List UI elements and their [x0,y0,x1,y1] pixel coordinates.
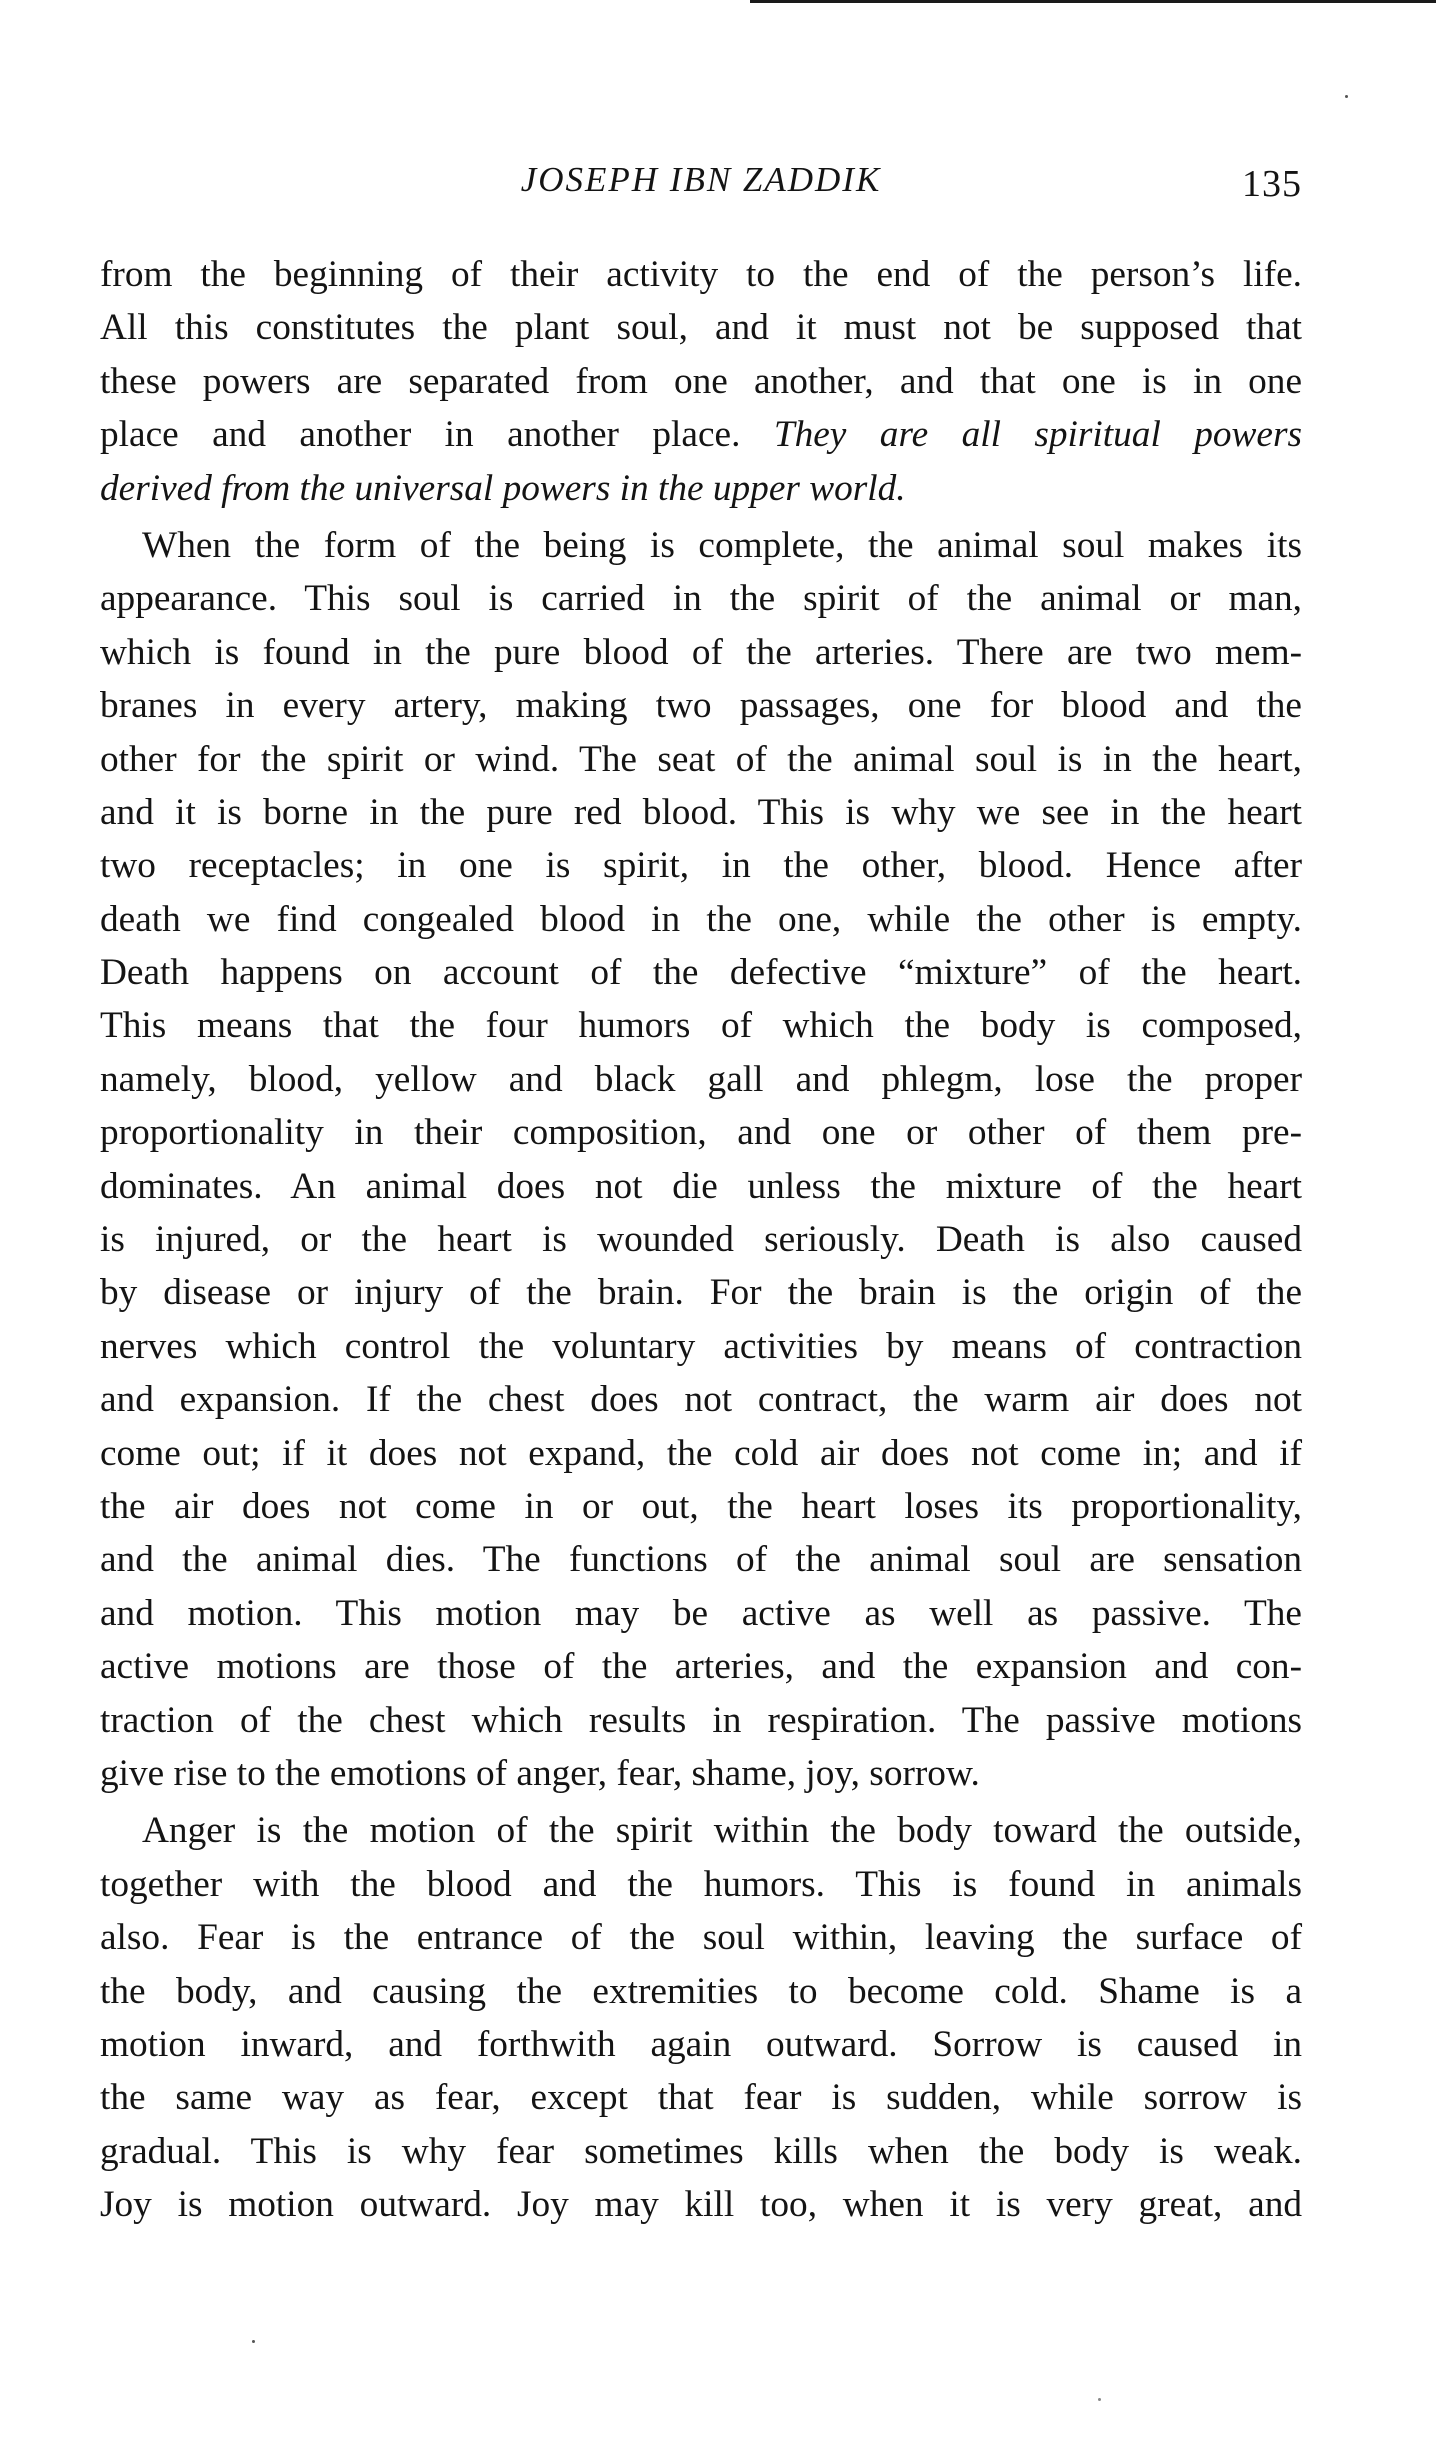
text-line: death we find congealed blood in the one, while the other is empty. [100,898,1302,940]
text-line: from the beginning of their activity to the end of the person’s life. [100,254,1302,295]
text-line: When the form of the being is complete, the animal soul makes its [142,524,1302,566]
paragraph-3 [100,1804,1302,2231]
text-line: and the animal dies. The functions of the animal soul are sensation [100,1539,1302,1581]
text-line: also. Fear is the entrance of the soul within, leaving the surface of [100,1917,1302,1959]
text-line: these powers are separated from one another, and that one is in one [100,360,1302,402]
page-number: 135 [1242,163,1302,205]
text-line: other for the spirit or wind. The seat of the animal soul is in the heart, [100,738,1302,780]
text-line: together with the blood and the humors. This is found in animals [100,1863,1302,1905]
page-header [100,160,1302,210]
text-line: two receptacles; in one is spirit, in the other, blood. Hence after [100,845,1302,887]
text-line: Death happens on account of the defective “mixture” of the heart. [100,952,1302,994]
text-line: proportionality in their composition, and one or other of them pre- [100,1112,1302,1154]
text-line: branes in every artery, making two passages, one for blood and the [100,685,1302,727]
text-segment: place and another in another place. [100,414,741,456]
text-line: gradual. This is why fear sometimes kills when the body is weak. [100,2130,1302,2172]
text-line: by disease or injury of the brain. For the brain is the origin of the [100,1272,1302,1314]
text-line: motion inward, and forthwith again outward. Sorrow is caused in [100,2023,1302,2065]
paper-speck [252,2340,255,2343]
top-edge-rule [750,0,1436,3]
paper-speck [1345,95,1348,98]
text-line: give rise to the emotions of anger, fear, shame, joy, sorrow. [100,1752,980,1794]
text-line-mixed [100,408,1302,461]
italic-segment: They are all spiritual powers [773,414,1303,456]
text-line: and it is borne in the pure red blood. This is why we see in the heart [100,791,1302,833]
italic-line: derived from the universal powers in the upper world. [100,467,906,509]
text-line: the same way as fear, except that fear is sudden, while sorrow is [100,2077,1302,2119]
text-line: Joy is motion outward. Joy may kill too, when it is very great, and [100,2184,1302,2226]
text-line: the air does not come in or out, the heart loses its proportionality, [100,1485,1302,1527]
paragraph-2 [100,519,1302,1800]
running-title: JOSEPH IBN ZADDIK [520,160,882,199]
text-line: traction of the chest which results in respiration. The passive motions [100,1699,1302,1741]
text-line: which is found in the pure blood of the arteries. There are two mem- [100,631,1302,673]
text-line: come out; if it does not expand, the cold air does not come in; and if [100,1432,1302,1474]
text-line: and motion. This motion may be active as well as passive. The [100,1592,1302,1634]
paragraph-1 [100,248,1302,515]
text-line: appearance. This soul is carried in the spirit of the animal or man, [100,578,1302,620]
text-line: Anger is the motion of the spirit within the body toward the outside, [142,1810,1302,1852]
text-line: active motions are those of the arteries, and the expansion and con- [100,1646,1302,1688]
text-line: All this constitutes the plant soul, and it must not be supposed that [100,307,1302,349]
text-line: is injured, or the heart is wounded seriously. Death is also caused [100,1219,1302,1261]
text-line: the body, and causing the extremities to become cold. Shame is a [100,1970,1302,2012]
text-line: nerves which control the voluntary activities by means of contraction [100,1325,1302,1367]
body-text [100,248,1302,2231]
text-line: namely, blood, yellow and black gall and phlegm, lose the proper [100,1058,1302,1100]
text-line: dominates. An animal does not die unless the mixture of the heart [100,1165,1302,1207]
text-line: and expansion. If the chest does not contract, the warm air does not [100,1379,1302,1421]
text-line: This means that the four humors of which the body is composed, [100,1005,1302,1047]
paper-speck [1098,2398,1101,2401]
